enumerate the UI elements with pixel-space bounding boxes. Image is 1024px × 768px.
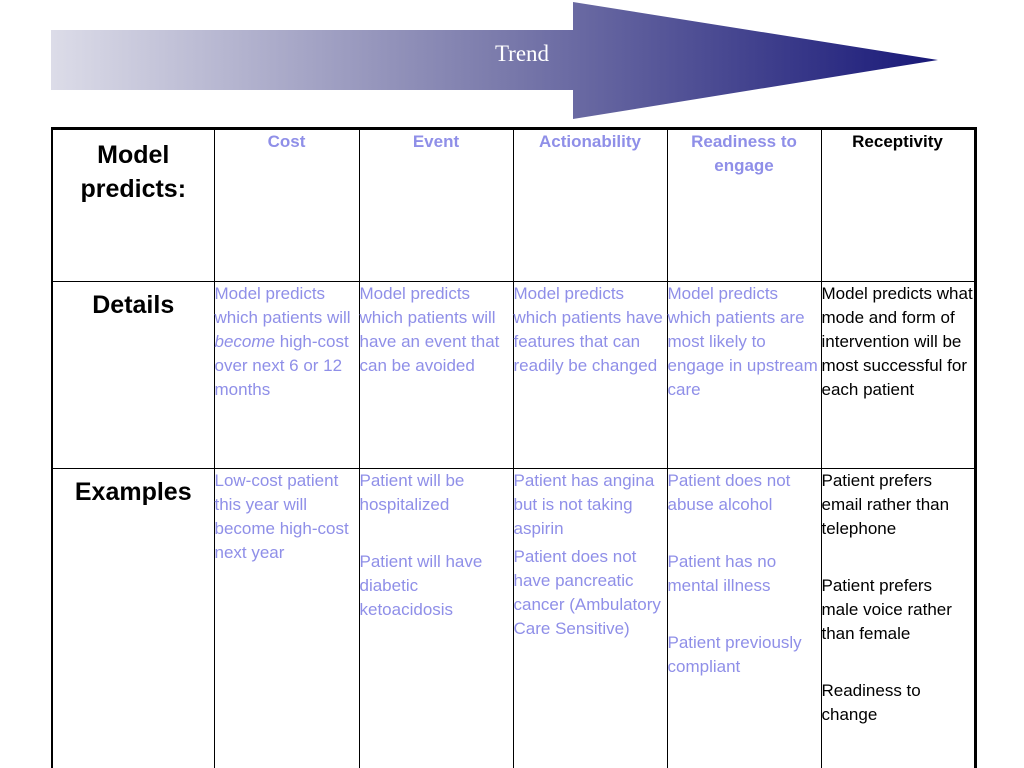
- details-cost: [214, 282, 359, 469]
- example-item: Patient does not have pancreatic cancer (Ambulatory Care Sensitive): [513, 547, 661, 638]
- examples-readiness: [667, 469, 821, 768]
- details-readiness: Model predicts which patients are most likely to engage in upstream care: [667, 282, 821, 469]
- details-actionability: Model predicts which patients have features that can readily be changed: [513, 282, 667, 469]
- column-header-actionability: Actionability: [513, 129, 667, 282]
- column-header-receptivity: Receptivity: [821, 129, 975, 282]
- row-header-model-predicts: Model predicts:: [52, 129, 214, 282]
- header-row: [52, 129, 975, 282]
- example-item: Patient will have diabetic ketoacidosis: [359, 552, 483, 619]
- example-item: Patient previously compliant: [667, 633, 802, 676]
- example-item: Patient does not abuse alcohol: [667, 471, 791, 514]
- example-item: Low-cost patient this year will become high-cost next year: [214, 471, 349, 562]
- examples-actionability: [513, 469, 667, 768]
- details-receptivity: Model predicts what mode and form of intervention will be most successful for each patient: [821, 282, 975, 469]
- details-cost-text: Model predicts which patients will: [214, 284, 351, 327]
- prediction-model-table: [51, 127, 977, 768]
- column-header-readiness: Readiness to engage: [667, 129, 821, 282]
- details-cost-emphasis: become: [214, 332, 275, 351]
- examples-event: [359, 469, 513, 768]
- trend-label: Trend: [494, 41, 550, 66]
- example-item: Patient will be hospitalized: [359, 471, 465, 514]
- row-header-examples: Examples: [52, 469, 214, 768]
- examples-row: [52, 469, 975, 768]
- example-item: Patient prefers male voice rather than female: [821, 576, 952, 643]
- row-header-details: Details: [52, 282, 214, 469]
- details-row: [52, 282, 975, 469]
- example-item: Patient has angina but is not taking aspirin: [513, 471, 655, 538]
- example-item: Readiness to change: [821, 681, 921, 724]
- details-cost-text-end: high-cost over next 6 or 12 months: [214, 332, 349, 399]
- column-header-event: Event: [359, 129, 513, 282]
- examples-receptivity: [821, 469, 975, 768]
- details-event: Model predicts which patients will have an event that can be avoided: [359, 282, 513, 469]
- example-item: Patient has no mental illness: [667, 552, 777, 595]
- example-item: Patient prefers email rather than telephone: [821, 471, 950, 538]
- column-header-cost: Cost: [214, 129, 359, 282]
- examples-cost: [214, 469, 359, 768]
